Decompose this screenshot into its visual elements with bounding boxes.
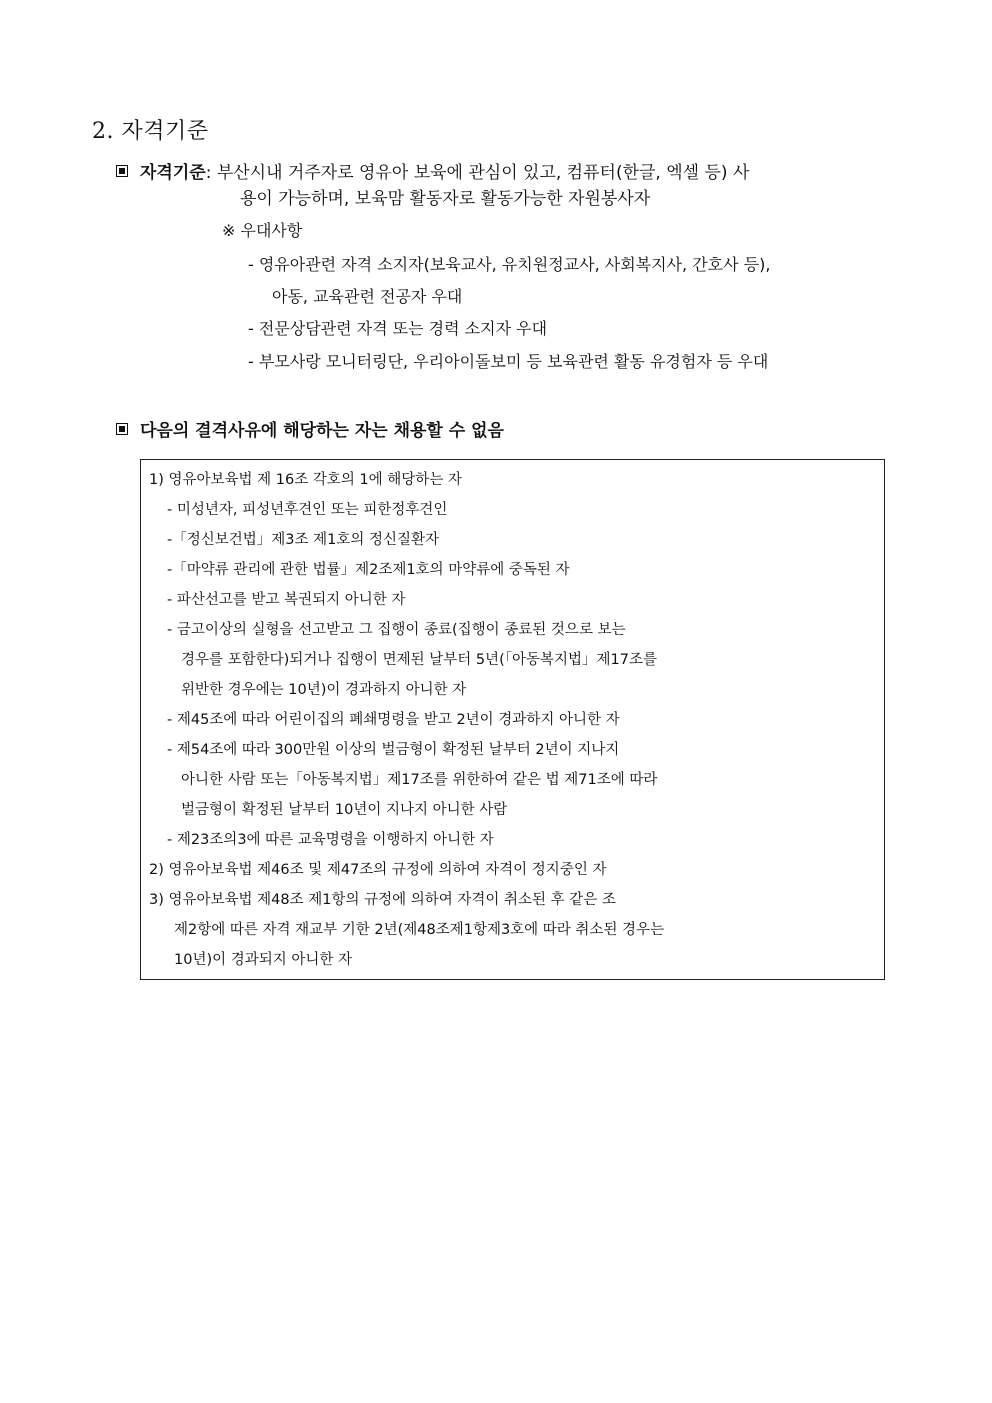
disqualification-box xyxy=(140,459,885,980)
box-line: 위반한 경우에는 10년)이 경과하지 아니한 자 xyxy=(181,682,467,698)
disqualification-title-text: 다음의 결격사유에 해당하는 자는 채용할 수 없음 xyxy=(140,421,504,441)
box-line: 경우를 포함한다)되거나 집행이 면제된 날부터 5년(「아동복지법」제17조를 xyxy=(181,652,657,668)
preference-item-continued: 아동, 교육관련 전공자 우대 xyxy=(272,287,463,306)
preference-item: - 전문상담관련 자격 또는 경력 소지자 우대 xyxy=(248,319,548,338)
filled-square-bullet-icon xyxy=(116,165,128,177)
box-line: 1) 영유아보육법 제 16조 각호의 1에 해당하는 자 xyxy=(149,472,462,488)
section-heading: 2. 자격기준 xyxy=(92,119,209,144)
box-line: 3) 영유아보육법 제48조 제1항의 규정에 의하여 자격이 취소된 후 같은 조 xyxy=(149,892,616,908)
preferences-title: ※ 우대사항 xyxy=(222,221,303,240)
box-line: 아니한 사람 또는「아동복지법」제17조를 위한하여 같은 법 제71조에 따라 xyxy=(181,772,658,788)
box-line: - 파산선고를 받고 복권되지 아니한 자 xyxy=(167,592,406,608)
box-line: 10년)이 경과되지 아니한 자 xyxy=(174,952,353,968)
box-line: - 제54조에 따라 300만원 이상의 벌금형이 확정된 날부터 2년이 지나지 xyxy=(167,742,620,758)
box-line: -「마약류 관리에 관한 법률」제2조제1호의 마약류에 중독된 자 xyxy=(167,562,570,578)
box-line: 2) 영유아보육법 제46조 및 제47조의 규정에 의하여 자격이 정지중인 자 xyxy=(149,862,607,878)
box-line: - 금고이상의 실형을 선고받고 그 집행이 종료(집행이 종료된 것으로 보는 xyxy=(167,622,626,638)
criteria-label: 자격기준 xyxy=(140,163,206,183)
box-line: - 제23조의3에 따른 교육명령을 이행하지 아니한 자 xyxy=(167,832,494,848)
box-line: 벌금형이 확정된 날부터 10년이 지나지 아니한 사람 xyxy=(181,802,508,818)
criteria-text-line2: 용이 가능하며, 보육맘 활동자로 활동가능한 자원봉사자 xyxy=(240,189,651,209)
disqualification-title xyxy=(116,416,504,446)
preference-item: - 부모사랑 모니터링단, 우리아이돌보미 등 보육관련 활동 유경험자 등 우대 xyxy=(248,352,769,371)
box-line: - 미성년자, 피성년후견인 또는 피한정후견인 xyxy=(167,502,448,518)
preference-item: - 영유아관련 자격 소지자(보육교사, 유치원정교사, 사회복지사, 간호사 등), xyxy=(248,255,771,274)
criteria-text-line1: : 부산시내 거주자로 영유아 보육에 관심이 있고, 컴퓨터(한글, 엑셀 등) 사 xyxy=(205,163,750,183)
box-line: - 제45조에 따라 어린이집의 폐쇄명령을 받고 2년이 경과하지 아니한 자 xyxy=(167,712,620,728)
box-line: -「정신보건법」제3조 제1호의 정신질환자 xyxy=(167,532,440,548)
filled-square-bullet-icon xyxy=(116,423,128,435)
box-line: 제2항에 따른 자격 재교부 기한 2년(제48조제1항제3호에 따라 취소된 경우는 xyxy=(174,922,665,938)
